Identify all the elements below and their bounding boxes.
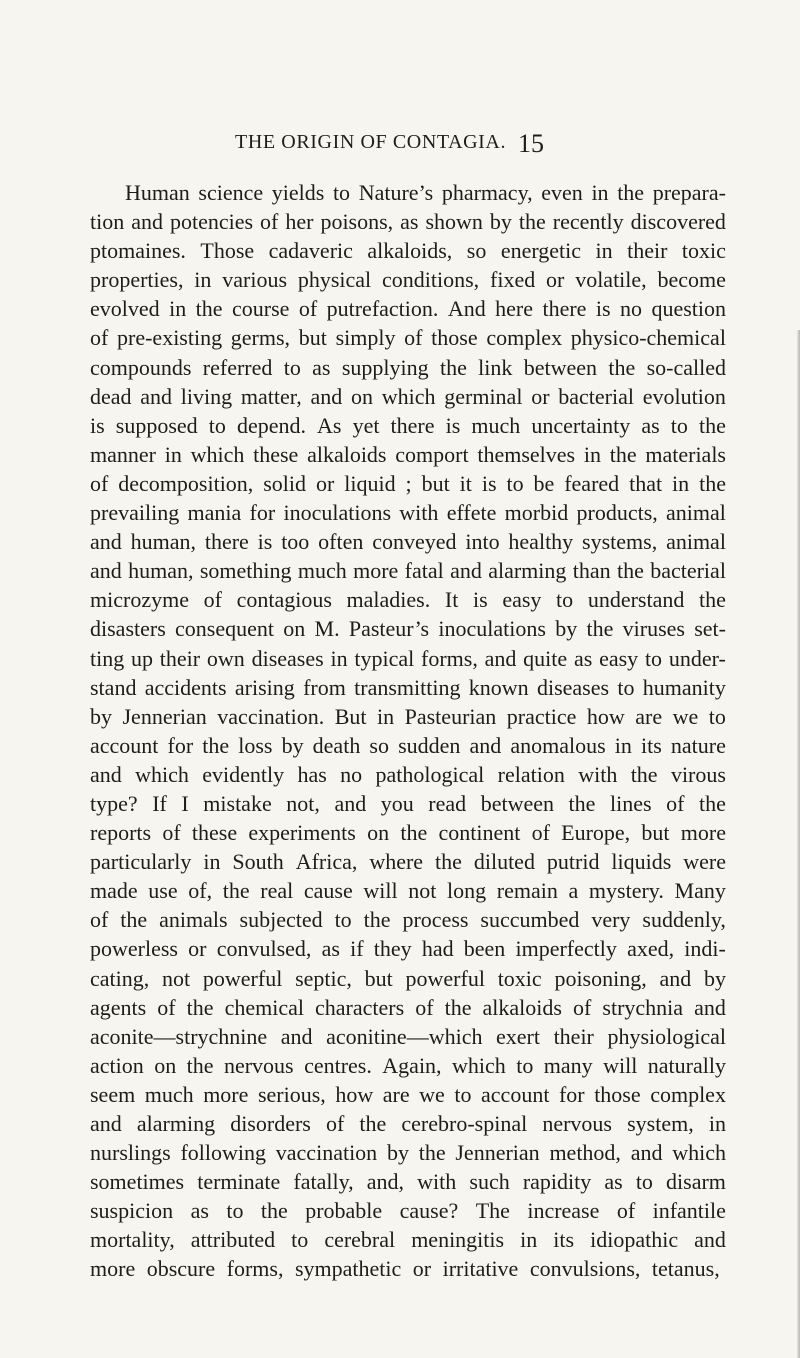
text-line: agents of the chemical characters of the alkaloids of strychnia and <box>90 994 726 1020</box>
text-line: Human science yields to Nature’s pharmacy, even in the prepara- <box>125 180 726 205</box>
running-title: THE ORIGIN OF CONTAGIA. <box>235 131 507 153</box>
text-line: of decomposition, solid or liquid ; but it is to be feared that in the <box>90 470 726 496</box>
page-number: 15 <box>518 129 544 158</box>
text-line: dead and living matter, and on which germinal or bacterial evolution <box>90 383 726 409</box>
page-header <box>0 131 800 161</box>
text-line: suspicion as to the probable cause? The increase of infantile <box>90 1198 726 1224</box>
text-line: mortality, attributed to cerebral meningitis in its idiopathic and <box>90 1227 726 1253</box>
text-line: manner in which these alkaloids comport themselves in the materials <box>90 441 726 467</box>
text-line: microzyme of contagious maladies. It is easy to understand the <box>90 587 726 613</box>
text-line: sometimes terminate fatally, and, with such rapidity as to disarm <box>90 1169 726 1195</box>
text-line: more obscure forms, sympathetic or irritative convulsions, tetanus, <box>90 1256 720 1282</box>
text-line: prevailing mania for inoculations with effete morbid products, animal <box>90 500 726 526</box>
text-line: compounds referred to as supplying the link between the so-called <box>90 354 726 380</box>
text-line: is supposed to depend. As yet there is much uncertainty as to the <box>90 412 726 438</box>
text-line: stand accidents arising from transmitting known diseases to humanity <box>90 674 726 700</box>
text-line: made use of, the real cause will not long remain a mystery. Many <box>90 878 726 904</box>
text-line: account for the loss by death so sudden and anomalous in its nature <box>90 732 726 758</box>
text-line: and alarming disorders of the cerebro-spinal nervous system, in <box>90 1111 726 1136</box>
text-line: action on the nervous centres. Again, which to many will naturally <box>90 1052 726 1078</box>
text-line: aconite—strychnine and aconitine—which exert their physiological <box>90 1023 726 1049</box>
text-line: and human, something much more fatal and alarming than the bacterial <box>90 558 726 584</box>
text-line: particularly in South Africa, where the diluted putrid liquids were <box>90 849 726 875</box>
text-line: of the animals subjected to the process succumbed very suddenly, <box>90 907 726 933</box>
text-line: ptomaines. Those cadaveric alkaloids, so energetic in their toxic <box>90 238 726 264</box>
text-line: properties, in various physical conditions, fixed or volatile, become <box>90 267 726 293</box>
text-line: and human, there is too often conveyed into healthy systems, animal <box>90 529 726 555</box>
text-line: ting up their own diseases in typical forms, and quite as easy to under- <box>90 645 726 671</box>
text-line: tion and potencies of her poisons, as shown by the recently discovered <box>90 209 726 235</box>
text-line: reports of these experiments on the continent of Europe, but more <box>90 820 726 846</box>
text-line: by Jennerian vaccination. But in Pasteurian practice how are we to <box>90 703 726 729</box>
text-line: powerless or convulsed, as if they had been imperfectly axed, indi- <box>90 936 726 962</box>
text-line: cating, not powerful septic, but powerful toxic poisoning, and by <box>90 965 726 991</box>
text-line: disasters consequent on M. Pasteur’s inoculations by the viruses set- <box>90 616 726 642</box>
text-line: and which evidently has no pathological relation with the virous <box>90 761 726 787</box>
text-line: of pre-existing germs, but simply of those complex physico-chemical <box>90 325 726 351</box>
body-paragraph <box>90 178 726 1284</box>
text-line: evolved in the course of putrefaction. And here there is no question <box>90 296 726 322</box>
text-line: type? If I mistake not, and you read between the lines of the <box>90 790 726 816</box>
text-line: seem much more serious, how are we to account for those complex <box>90 1081 726 1107</box>
text-line: nurslings following vaccination by the Jennerian method, and which <box>90 1140 726 1166</box>
